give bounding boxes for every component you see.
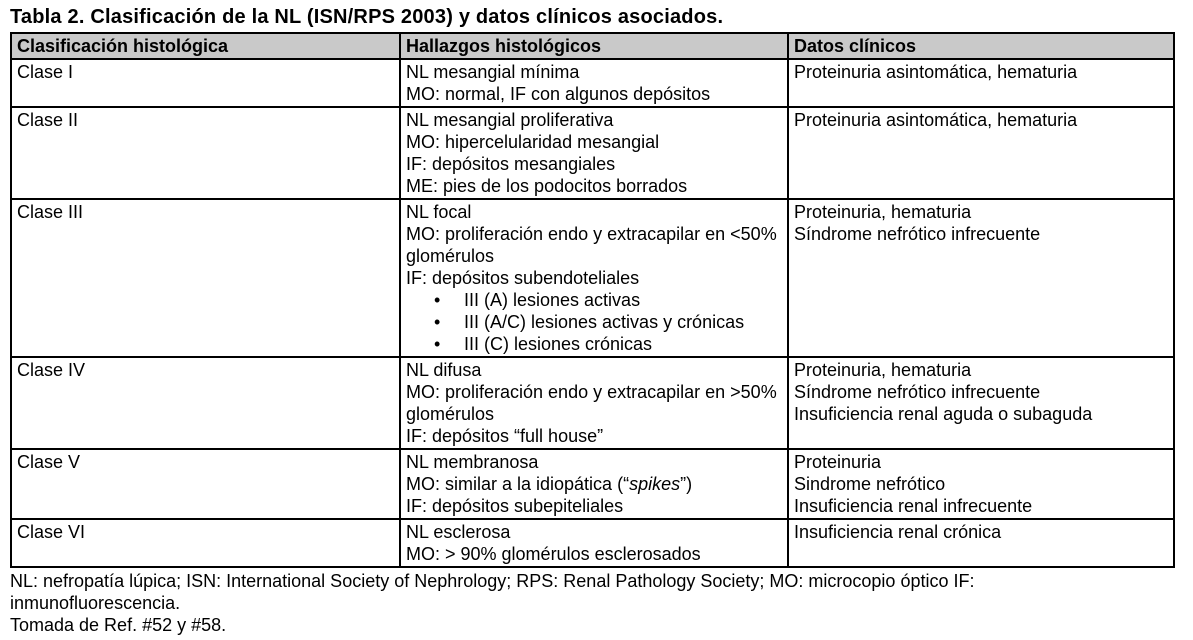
histology-cell	[400, 357, 788, 449]
class-cell: Clase V	[11, 449, 400, 519]
bullet-line	[406, 311, 782, 333]
class-cell: Clase I	[11, 59, 400, 107]
footnotes	[10, 570, 1183, 636]
text-line: IF: depósitos mesangiales	[406, 154, 616, 174]
text-line: IF: depósitos “full house”	[406, 426, 604, 446]
text-line: Sindrome nefrótico	[794, 474, 946, 494]
text-line: Proteinuria	[794, 452, 882, 472]
bullet-text: III (A/C) lesiones activas y crónicas	[464, 312, 745, 332]
bullet-icon: •	[434, 312, 441, 332]
text-line: Insuficiencia renal aguda o subaguda	[794, 404, 1093, 424]
class-cell: Clase III	[11, 199, 400, 357]
text-line: MO: proliferación endo y extracapilar en >50% glomérulos	[406, 382, 777, 424]
classification-table	[10, 32, 1175, 568]
text-line: NL esclerosa	[406, 522, 511, 542]
clinical-cell	[788, 59, 1174, 107]
clinical-cell	[788, 357, 1174, 449]
histology-cell	[400, 107, 788, 199]
text-line: Síndrome nefrótico infrecuente	[794, 224, 1041, 244]
text-line: MO: > 90% glomérulos esclerosados	[406, 544, 701, 564]
table-row	[11, 107, 1174, 199]
bullet-line	[406, 289, 782, 311]
clinical-cell	[788, 519, 1174, 567]
text-line: Insuficiencia renal infrecuente	[794, 496, 1033, 516]
text-line: ME: pies de los podocitos borrados	[406, 176, 688, 196]
class-cell: Clase II	[11, 107, 400, 199]
text-line: IF: depósitos subendoteliales	[406, 268, 640, 288]
text-line: MO: hipercelularidad mesangial	[406, 132, 660, 152]
class-cell: Clase IV	[11, 357, 400, 449]
table-row	[11, 519, 1174, 567]
text-line: NL focal	[406, 202, 472, 222]
table-row	[11, 59, 1174, 107]
text-line: Insuficiencia renal crónica	[794, 522, 1002, 542]
bullet-text: III (A) lesiones activas	[464, 290, 641, 310]
class-cell: Clase VI	[11, 519, 400, 567]
histology-cell	[400, 449, 788, 519]
table-header-row	[11, 33, 1174, 59]
text-segment: ”)	[680, 474, 693, 494]
text-line: NL difusa	[406, 360, 482, 380]
text-line: NL mesangial proliferativa	[406, 110, 614, 130]
footnote-source: Tomada de Ref. #52 y #58.	[10, 615, 227, 635]
text-line: Síndrome nefrótico infrecuente	[794, 382, 1041, 402]
histology-cell	[400, 519, 788, 567]
text-line: Proteinuria asintomática, hematuria	[794, 110, 1078, 130]
footnote-abbreviations: NL: nefropatía lúpica; ISN: International Society of Nephrology; RPS: Renal Pathology Society; MO: microcopio óptico IF:	[10, 571, 975, 591]
histology-cell	[400, 59, 788, 107]
text-segment: MO: similar a la idiopática (“	[406, 474, 630, 494]
text-line: NL mesangial mínima	[406, 62, 580, 82]
text-line: NL membranosa	[406, 452, 539, 472]
text-line: IF: depósitos subepiteliales	[406, 496, 624, 516]
footnote-abbreviations-cont: inmunofluorescencia.	[10, 593, 181, 613]
text-line: MO: normal, IF con algunos depósitos	[406, 84, 711, 104]
bullet-icon: •	[434, 334, 441, 354]
text-line: MO: proliferación endo y extracapilar en <50% glomérulos	[406, 224, 777, 266]
text-line: Proteinuria asintomática, hematuria	[794, 62, 1078, 82]
clinical-cell	[788, 107, 1174, 199]
text-line	[406, 473, 782, 495]
histology-cell	[400, 199, 788, 357]
header-clinical: Datos clínicos	[788, 33, 1174, 59]
header-classification: Clasificación histológica	[11, 33, 400, 59]
header-histology: Hallazgos histológicos	[400, 33, 788, 59]
bullet-icon: •	[434, 290, 441, 310]
table-body	[11, 59, 1174, 567]
table-row	[11, 199, 1174, 357]
table-row	[11, 357, 1174, 449]
clinical-cell	[788, 199, 1174, 357]
table-row	[11, 449, 1174, 519]
clinical-cell	[788, 449, 1174, 519]
italic-text: spikes	[629, 474, 681, 494]
text-line: Proteinuria, hematuria	[794, 360, 972, 380]
table-title: Tabla 2. Clasificación de la NL (ISN/RPS 2003) y datos clínicos asociados.	[10, 6, 724, 28]
text-line: Proteinuria, hematuria	[794, 202, 972, 222]
bullet-text: III (C) lesiones crónicas	[464, 334, 653, 354]
bullet-line	[406, 333, 782, 355]
